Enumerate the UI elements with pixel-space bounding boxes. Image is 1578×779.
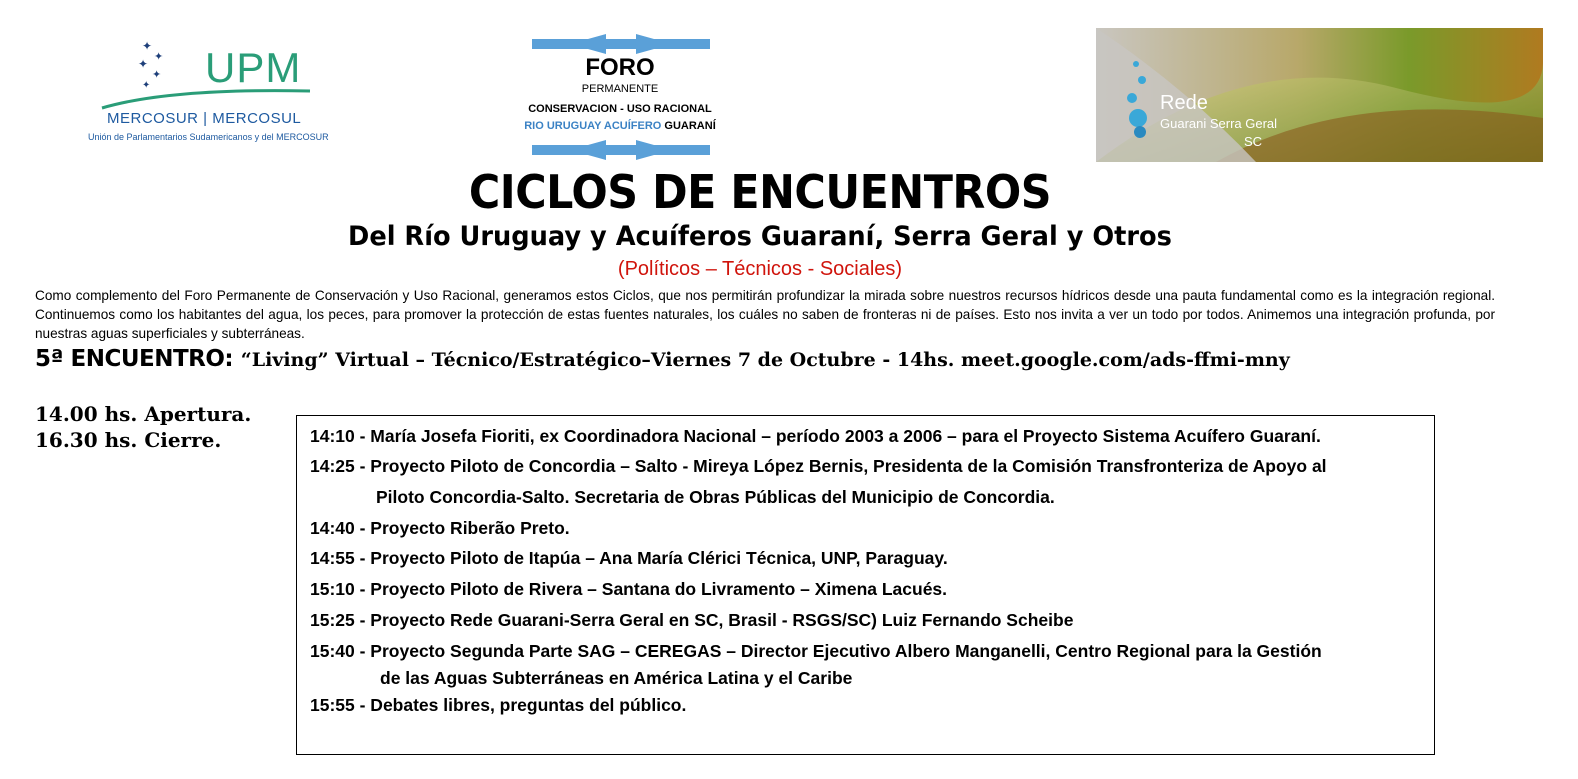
schedule-item-text: 15:25 - Proyecto Rede Guarani-Serra Geral en SC, Brasil - RSGS/SC) Luiz Fernando Scheibe <box>310 610 1074 630</box>
svg-text:✦: ✦ <box>152 69 162 81</box>
schedule-item <box>310 641 1425 695</box>
schedule-item <box>310 456 1425 518</box>
foro-title: FORO <box>585 54 655 81</box>
upm-subtitle: MERCOSUR | MERCOSUL <box>107 110 302 127</box>
encuentro-line <box>35 346 1290 372</box>
rede-logo <box>1096 28 1543 162</box>
upm-tagline: Unión de Parlamentarios Sudamericanos y del MERCOSUR <box>88 132 329 142</box>
schedule-item-continuation: Piloto Concordia-Salto. Secretaria de Obras Públicas del Municipio de Concordia. <box>376 487 1055 507</box>
schedule-item-text: 14:10 - María Josefa Fioriti, ex Coordinadora Nacional – período 2003 a 2006 – para el Proyecto Sistema Acuífero Guaraní. <box>310 426 1321 446</box>
upm-wordmark: UPM <box>205 44 302 91</box>
svg-text:✦: ✦ <box>142 80 151 91</box>
opening-time: 14.00 hs. Apertura. <box>35 402 252 426</box>
category-label: (Políticos – Técnicos - Sociales) <box>617 258 903 280</box>
schedule-item <box>310 695 1425 725</box>
svg-text:✦: ✦ <box>138 57 149 71</box>
opening-closing-times <box>35 401 251 453</box>
foro-guarani: GUARANÍ <box>664 120 716 132</box>
rede-title: Rede <box>1160 92 1208 114</box>
schedule-item <box>310 610 1425 641</box>
schedule-list <box>310 426 1425 725</box>
schedule-box <box>296 415 1435 755</box>
schedule-item-text: 15:10 - Proyecto Piloto de Rivera – Santana do Livramento – Ximena Lacués. <box>310 579 948 599</box>
rede-subtitle: Guarani Serra Geral <box>1160 116 1278 131</box>
foro-acuifero: ACUÍFERO <box>603 120 662 132</box>
schedule-item <box>310 579 1425 610</box>
schedule-item-text: 15:40 - Proyecto Segunda Parte SAG – CEREGAS – Director Ejecutivo Albero Manganelli, Centro Regional para la Gestión <box>310 641 1322 661</box>
foro-rio: RIO URUGUAY <box>524 120 602 132</box>
svg-text:✦: ✦ <box>142 39 153 53</box>
schedule-item <box>310 548 1425 579</box>
closing-time: 16.30 hs. Cierre. <box>35 428 222 452</box>
schedule-item-continuation: de las Aguas Subterráneas en América Latina y el Caribe <box>380 668 853 688</box>
page-subtitle: Del Río Uruguay y Acuíferos Guaraní, Serra Geral y Otros <box>348 221 1172 252</box>
schedule-item-text: 14:25 - Proyecto Piloto de Concordia – Salto - Mireya López Bernis, Presidenta de la Comisión Transfronteriza de Apoyo al <box>310 456 1327 476</box>
intro-paragraph: Como complemento del Foro Permanente de Conservación y Uso Racional, generamos estos Ciclos, que nos permitirán profundizar la mirada sobre nuestros recursos hídricos desde una pauta fundamental como es la integración regional. Continuemos como los habitantes del agua, los peces, para promover la protección de estas fuentes naturales, los cuáles no saben de fronteras ni de países. Esto nos invita a ver un todo por todos. Animemos una integración profunda, por nuestras aguas superficiales y subterráneas. <box>35 288 1495 341</box>
schedule-item-text: 14:40 - Proyecto Riberão Preto. <box>310 518 570 538</box>
encuentro-details: “Living” Virtual – Técnico/Estratégico–Viernes 7 de Octubre - 14hs. meet.google.com/ads-ffmi-mny <box>240 349 1290 371</box>
schedule-item-text: 15:55 - Debates libres, preguntas del público. <box>310 695 687 715</box>
encuentro-label: 5ª ENCUENTRO: <box>35 346 234 372</box>
foro-line1: CONSERVACION - USO RACIONAL <box>528 103 712 115</box>
svg-text:✦: ✦ <box>154 51 164 63</box>
schedule-item <box>310 518 1425 548</box>
page-title: CICLOS DE ENCUENTROS <box>468 165 1052 219</box>
upm-logo <box>80 36 330 146</box>
foro-logo <box>524 34 718 162</box>
schedule-item-text: 14:55 - Proyecto Piloto de Itapúa – Ana María Clérici Técnica, UNP, Paraguay. <box>310 548 948 568</box>
foro-permanente: PERMANENTE <box>581 83 659 95</box>
schedule-item <box>310 426 1425 456</box>
foro-line2 <box>520 120 720 132</box>
rede-state: SC <box>1244 134 1263 149</box>
